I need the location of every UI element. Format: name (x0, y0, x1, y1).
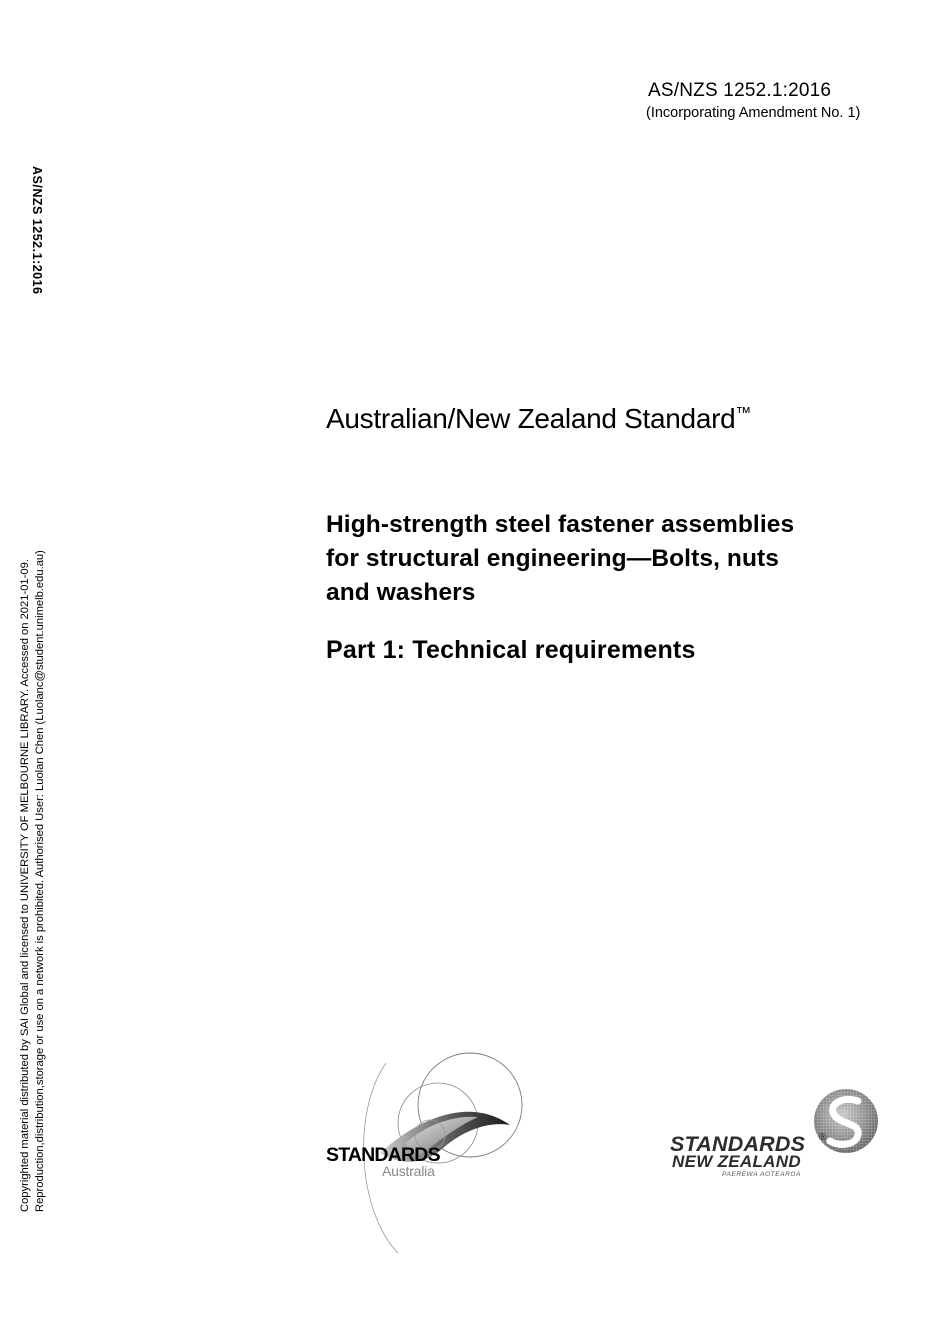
registered-mark: ® (819, 1132, 827, 1143)
standards-australia-subtitle: Australia (382, 1163, 435, 1179)
standards-nz-country: NEW ZEALAND (672, 1152, 801, 1171)
standard-number: AS/NZS 1252.1:2016 (648, 80, 832, 101)
copyright-line-1: Copyrighted material distributed by SAI Global and licensed to UNIVERSITY OF MELBOURNE LIBRARY. Accessed on 2021-01-09. (19, 559, 31, 1212)
standards-nz-maori-name: PAEREWA AOTEAROA (722, 1171, 801, 1178)
standards-nz-wordmark: STANDARDS (670, 1132, 806, 1156)
title-line: for structural engineering—Bolts, nuts (326, 545, 780, 572)
standards-nz-globe-icon (810, 1085, 882, 1157)
standards-new-zealand-logo (668, 1085, 888, 1185)
part-title: Part 1: Technical requirements (326, 636, 696, 664)
standards-australia-logo (320, 1045, 535, 1260)
title-line: High-strength steel fastener assemblies (326, 511, 795, 538)
title-line: and washers (326, 579, 476, 606)
document-title (326, 508, 906, 610)
amendment-note: (Incorporating Amendment No. 1) (646, 105, 861, 121)
copyright-line-2: Reproduction,distribution,storage or use on a network is prohibited. Authorised User: Luolan Chen (Luolanc@student.unimelb.edu.au) (34, 550, 46, 1212)
standard-type-heading (326, 403, 751, 435)
standards-australia-wordmark: STANDARDS (326, 1144, 440, 1166)
copyright-notice (18, 492, 58, 1252)
spine-standard-code: AS/NZS 1252.1:2016 (30, 166, 44, 295)
standard-type-text: Australian/New Zealand Standard (326, 403, 736, 434)
trademark-symbol: ™ (735, 405, 752, 422)
